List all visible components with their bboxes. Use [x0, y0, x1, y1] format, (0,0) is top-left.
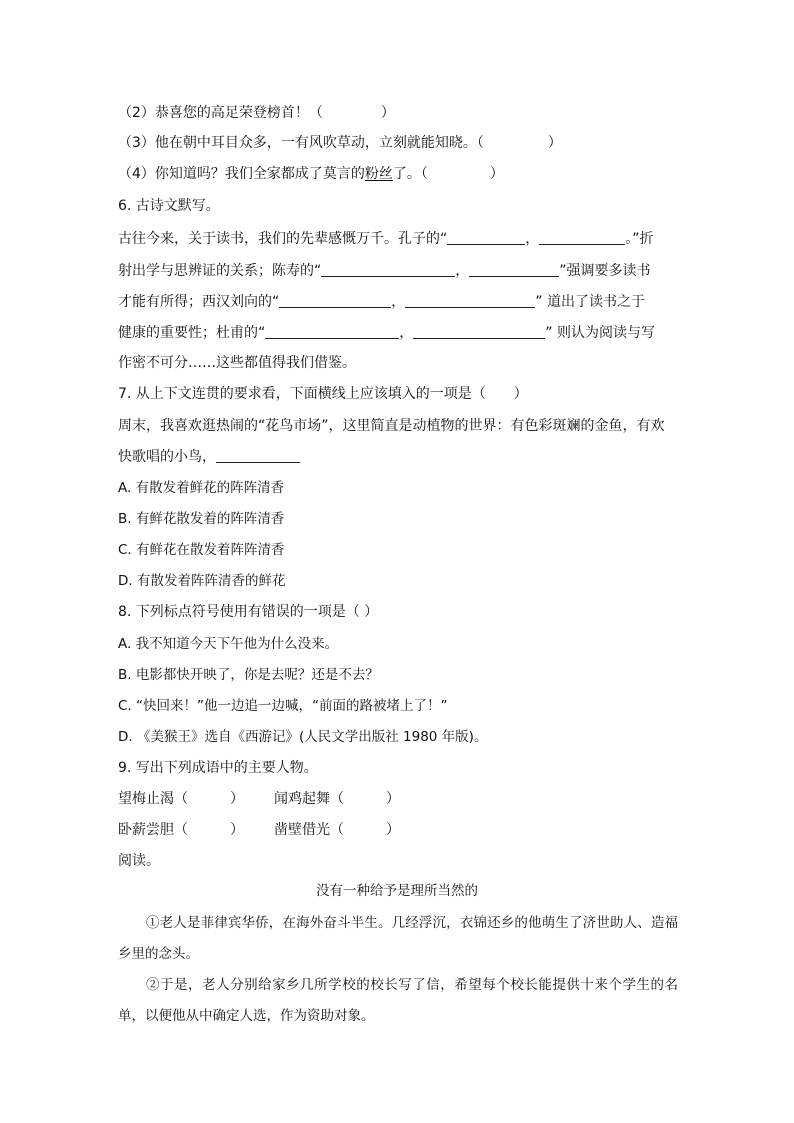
- q9-idiom-3: 卧薪尝胆（ ）: [118, 822, 244, 838]
- q9-heading: 9. 写出下列成语中的主要人物。: [118, 760, 318, 776]
- q6-line-4-text: 健康的重要性；杜甫的“: [118, 325, 266, 341]
- q7-option-a[interactable]: A. 有散发着鲜花的阵阵清香: [118, 480, 285, 496]
- q5-item-3-text: （3）他在朝中耳目众多，一有风吹草动，立刻就能知晓。（: [118, 135, 484, 151]
- q7-line-2: [118, 447, 300, 467]
- q6-line-1-end: 。”折: [625, 231, 654, 247]
- q9-row-2: [118, 820, 400, 840]
- blank-9[interactable]: [216, 448, 300, 463]
- q6-line-3-text: 才能有所得；西汉刘向的“: [118, 294, 280, 310]
- q6-line-4-end: ” 则认为阅读与写: [545, 325, 655, 341]
- blank-3[interactable]: [321, 262, 455, 277]
- q9-idiom-4: 凿壁借光（ ）: [274, 822, 400, 838]
- q6-comma: ，: [455, 263, 470, 279]
- blank-1[interactable]: [447, 230, 525, 245]
- q5-item-3-close: ）: [547, 135, 562, 151]
- q6-line-4: [118, 323, 655, 343]
- q6-comma: ，: [391, 294, 406, 310]
- reading-label: 阅读。: [118, 853, 160, 869]
- q6-comma: ，: [399, 325, 414, 341]
- blank-2[interactable]: [539, 230, 625, 245]
- blank-6[interactable]: [405, 293, 535, 308]
- q5-item-2-text: （2）恭喜您的高足荣登榜首！（: [118, 105, 323, 121]
- q6-line-1-text: 古往今来，关于读书，我们的先辈感慨万千。孔子的“: [118, 231, 448, 247]
- q9-row-1: [118, 789, 400, 809]
- q5-item-4-text: （4）你知道吗？我们全家都成了莫言的: [118, 166, 365, 182]
- reading-paragraph-1: ①老人是菲律宾华侨，在海外奋斗半生。几经浮沉，衣锦还乡的他萌生了济世助人、造福乡里的念头。: [118, 915, 678, 962]
- q5-item-4-text-post: 了。（: [392, 166, 428, 182]
- q6-line-3: [118, 292, 645, 312]
- q6-line-2-end: ”强调要多读书: [559, 263, 651, 279]
- q6-comma: ，: [525, 231, 540, 247]
- q6-line-3-end: ” 道出了读书之于: [535, 294, 645, 310]
- q7-option-d[interactable]: D. 有散发着阵阵清香的鲜花: [118, 573, 286, 589]
- blank-7[interactable]: [265, 324, 399, 339]
- q6-line-2: [118, 261, 651, 281]
- q5-item-3: [118, 133, 562, 153]
- q5-item-4-underlined-word: 粉丝: [364, 166, 393, 182]
- q6-line-5: 作密不可分……这些都值得我们借鉴。: [118, 355, 356, 371]
- q5-item-4: [118, 164, 504, 184]
- q8-option-a[interactable]: A. 我不知道今天下午他为什么没来。: [118, 636, 339, 652]
- blank-8[interactable]: [413, 324, 545, 339]
- blank-4[interactable]: [469, 262, 559, 277]
- q6-line-2-text: 射出学与思辨证的关系；陈寿的“: [118, 263, 322, 279]
- q8-option-c[interactable]: C. “快回来！”他一边追一边喊，“前面的路被堵上了！”: [118, 698, 448, 714]
- q8-heading: 8. 下列标点符号使用有错误的一项是（ ）: [118, 604, 379, 620]
- q7-line-2-text: 快歌唱的小鸟，: [118, 449, 216, 465]
- q7-line-1: 周末，我喜欢逛热闹的“花鸟市场”，这里简直是动植物的世界：有色彩斑斓的金鱼，有欢: [118, 418, 665, 434]
- q5-item-2: [118, 103, 395, 123]
- reading-paragraph-2: ②于是，老人分别给家乡几所学校的校长写了信，希望每个校长能提供十来个学生的名单，以便他从中确定人选，作为资助对象。: [118, 977, 678, 1024]
- q8-option-d[interactable]: D. 《美猴王》选自《西游记》(人民文学出版社 1980 年版)。: [118, 729, 488, 745]
- blank-5[interactable]: [279, 293, 391, 308]
- q5-item-2-close: ）: [380, 105, 395, 121]
- q9-idiom-2: 闻鸡起舞（ ）: [274, 791, 400, 807]
- q9-idiom-1: 望梅止渴（ ）: [118, 791, 244, 807]
- q6-line-1: [118, 229, 654, 249]
- q6-heading: 6. 古诗文默写。: [118, 198, 220, 214]
- q5-item-4-close: ）: [489, 166, 504, 182]
- q7-option-c[interactable]: C. 有鲜花在散发着阵阵清香: [118, 542, 285, 558]
- q7-option-b[interactable]: B. 有鲜花散发着的阵阵清香: [118, 511, 285, 527]
- reading-title: 没有一种给予是理所当然的: [316, 883, 478, 899]
- q7-heading: 7. 从上下文连贯的要求看，下面横线上应该填入的一项是（ ）: [118, 386, 528, 402]
- q8-option-b[interactable]: B. 电影都快开映了，你是去呢？还是不去？: [118, 667, 379, 683]
